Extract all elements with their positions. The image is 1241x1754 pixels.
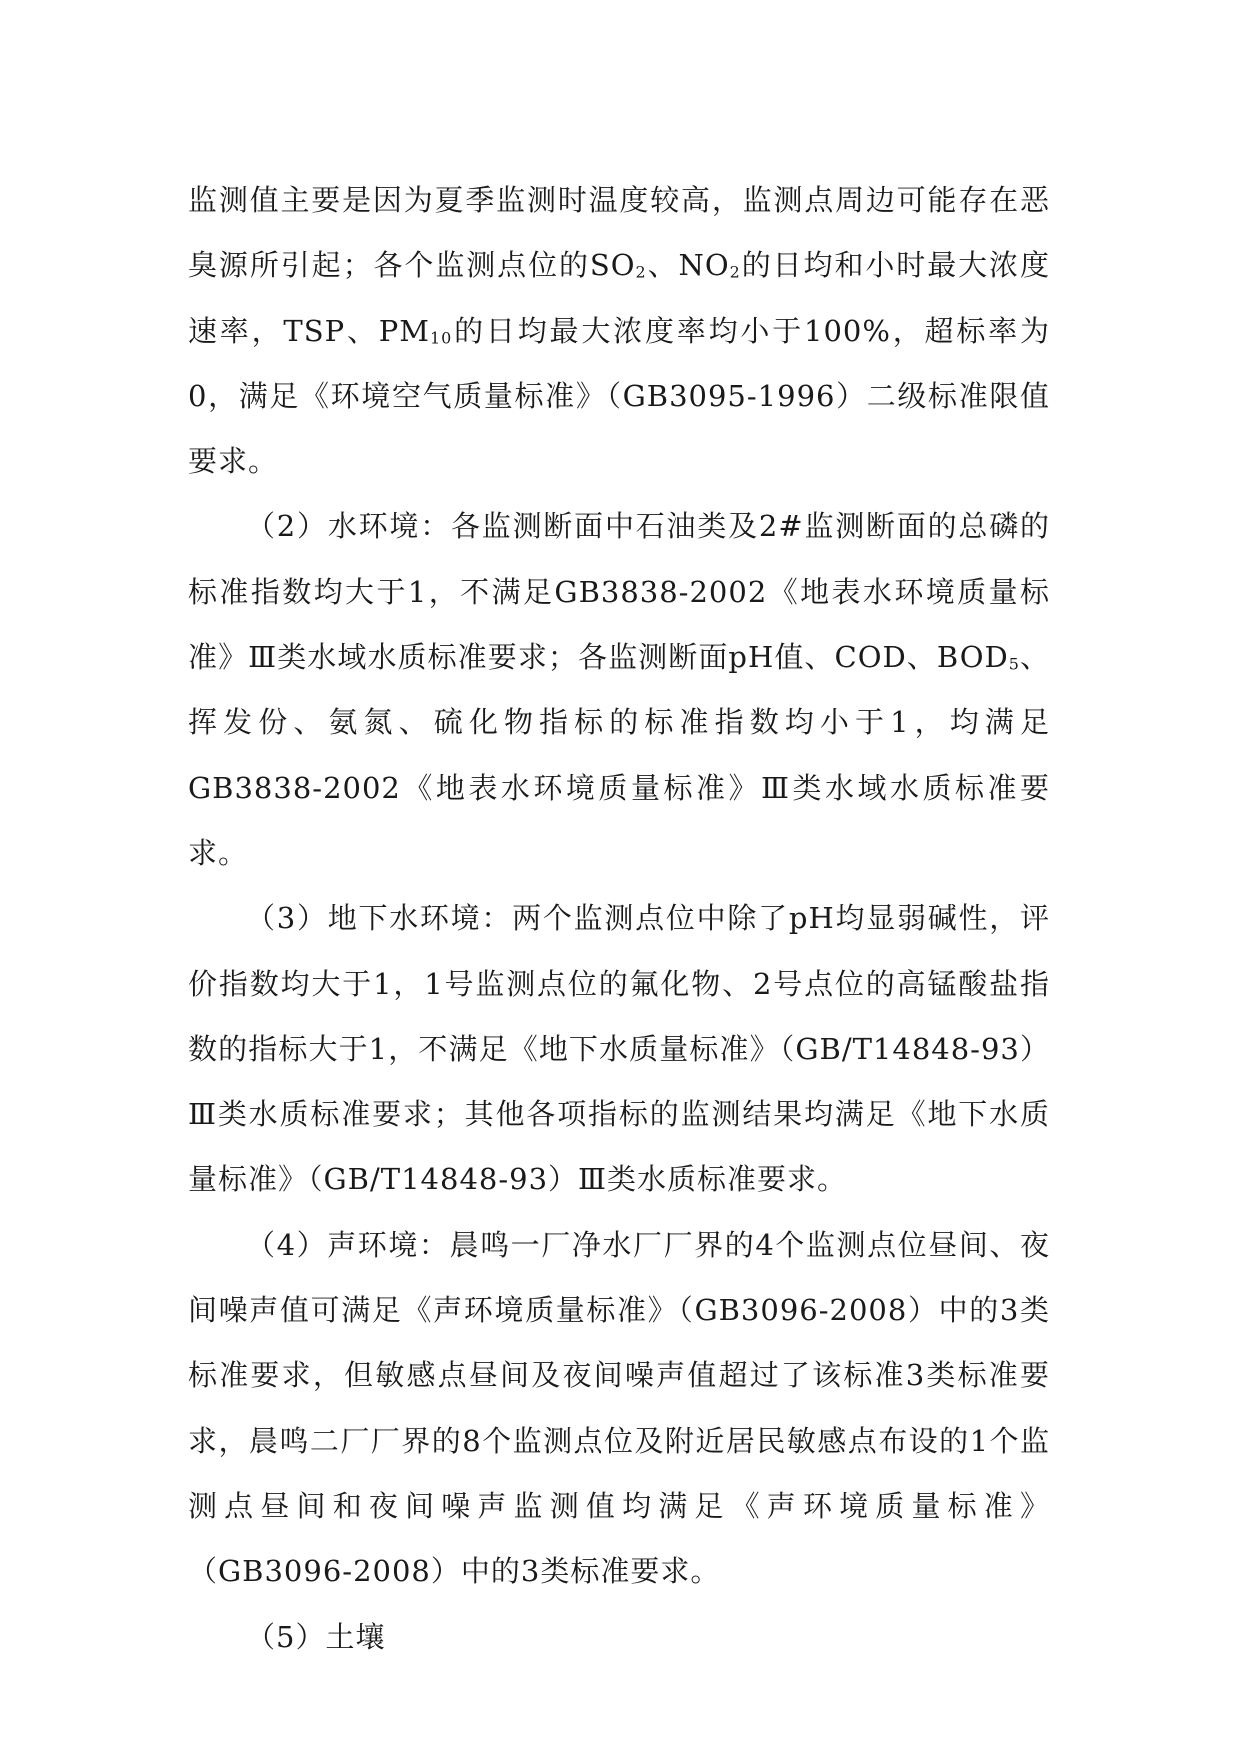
subscript: 2: [635, 262, 647, 282]
text-run: （3）地下水环境：两个监测点位中除了pH均显弱碱性，评价指数均大于1，1号监测点位的氟化物、2号点位的高锰酸盐指数的指标大于1，不满足《地下水质量标准》（GB/T14848-93）Ⅲ类水质标准要求；其他各项指标的监测结果均满足《地下水质量标准》（GB/T14848-93）Ⅲ类水质标准要求。: [188, 901, 1050, 1197]
paragraph-air: [188, 168, 1050, 494]
text-run: 、挥发份、氨氮、硫化物指标的标准指数均小于1，均满足GB3838-2002《地表水环境质量标准》Ⅲ类水域水质标准要求。: [188, 640, 1050, 870]
subscript: 2: [729, 262, 741, 282]
paragraph-groundwater: [188, 886, 1050, 1212]
text-run: （2）水环境：各监测断面中石油类及2#监测断面的总磷的标准指数均大于1，不满足GB3838-2002《地表水环境质量标准》Ⅲ类水域水质标准要求；各监测断面pH值、COD、BOD: [188, 509, 1050, 675]
paragraph-soil: [188, 1605, 1050, 1670]
text-run: （4）声环境：晨鸣一厂净水厂厂界的4个监测点位昼间、夜间噪声值可满足《声环境质量标准》（GB3096-2008）中的3类标准要求，但敏感点昼间及夜间噪声值超过了该标准3类标准要求，晨鸣二厂厂界的8个监测点位及附近居民敏感点布设的1个监测点昼间和夜间噪声监测值均满足《声环境质量标准》（GB3096-2008）中的3类标准要求。: [188, 1227, 1050, 1589]
subscript: 5: [1008, 654, 1020, 674]
text-run: 的日均最大浓度率均小于100%，超标率为0，满足《环境空气质量标准》（GB3095-1996）二级标准限值要求。: [188, 313, 1050, 479]
paragraph-noise: [188, 1213, 1050, 1605]
document-body: [188, 168, 1050, 1670]
text-run: （5）土壤: [246, 1619, 386, 1654]
subscript: 10: [430, 327, 453, 347]
paragraph-water: [188, 494, 1050, 886]
text-run: 、NO: [646, 248, 730, 283]
text-run: 监测值主要是因为夏季监测时温度较高，监测点周边可能存在恶臭源所引起；各个监测点位的SO: [188, 183, 1050, 283]
text-run: 的日均和小时最大浓度速率，TSP、PM: [188, 248, 1050, 348]
